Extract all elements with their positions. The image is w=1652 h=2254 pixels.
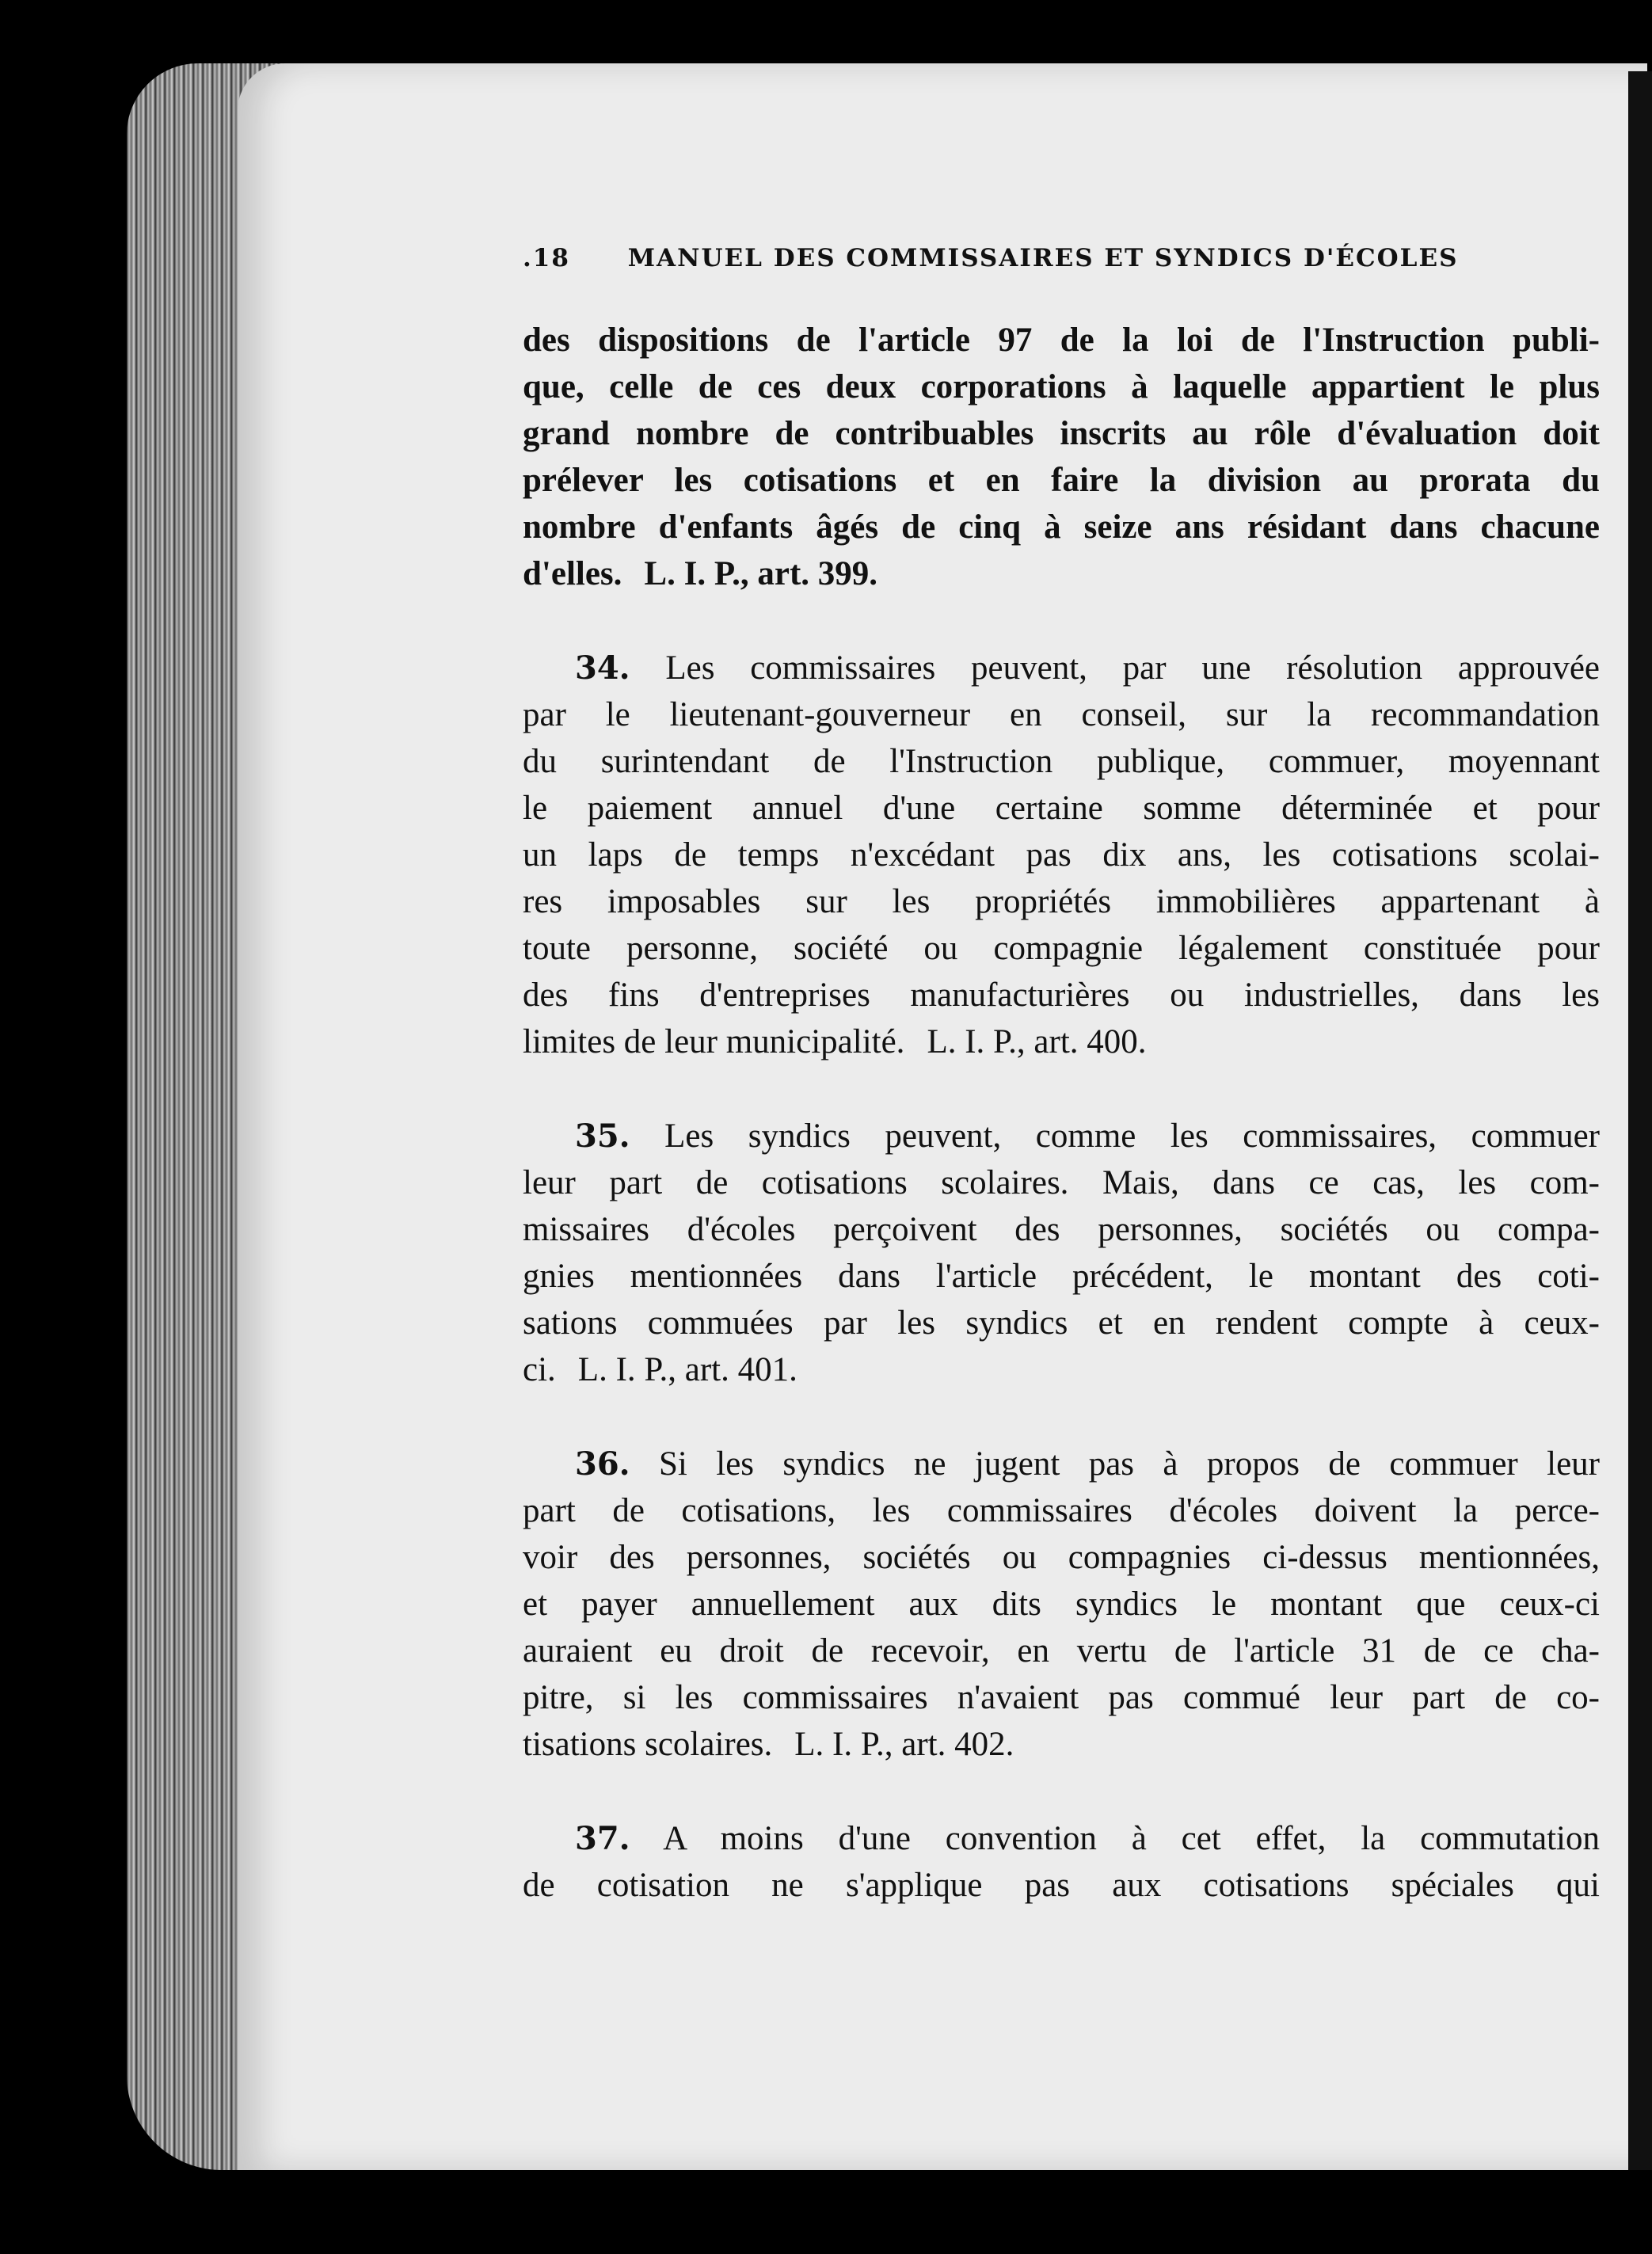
text-line: sations commuées par les syndics et en rendent compte à ceux- [523, 1304, 1600, 1342]
text-line-last [523, 1721, 1600, 1768]
article-34 [523, 645, 1600, 1065]
text-line: voir des personnes, sociétés ou compagnies ci-dessus mentionnées, [523, 1539, 1600, 1576]
text-line: par le lieutenant-gouverneur en conseil, sur la recommandation [523, 696, 1600, 733]
text-line-first [523, 645, 1600, 691]
running-head [523, 244, 1497, 272]
law-citation: L. I. P., art. 402. [794, 1726, 1014, 1763]
text-line: toute personne, société ou compagnie légalement constituée pour [523, 930, 1600, 967]
text-line-first [523, 1113, 1600, 1159]
text-line-last [523, 550, 1600, 597]
text-line: un laps de temps n'excédant pas dix ans, les cotisations scolai- [523, 836, 1600, 874]
text-fragment: Les syndics peuvent, comme les commissaires, commuer [664, 1117, 1600, 1155]
text-line: des fins d'entreprises manufacturières ou industrielles, dans les [523, 977, 1600, 1014]
text-line: nombre d'enfants âgés de cinq à seize ans résidant dans chacune [523, 508, 1600, 546]
text-fragment: ci. [523, 1351, 556, 1388]
text-line: pitre, si les commissaires n'avaient pas commué leur part de co- [523, 1679, 1600, 1716]
law-citation: L. I. P., art. 399. [644, 555, 878, 592]
text-line: du surintendant de l'Instruction publique, commuer, moyennant [523, 743, 1600, 780]
text-fragment: Si les syndics ne jugent pas à propos de commuer leur [659, 1445, 1600, 1483]
running-head-title: MANUEL DES COMMISSAIRES ET SYNDICS D'ÉCOLES [627, 244, 1459, 272]
text-fragment: d'elles. [523, 555, 622, 592]
article-number: 36. [575, 1445, 630, 1483]
text-line: des dispositions de l'article 97 de la loi de l'Instruction publi- [523, 322, 1600, 359]
body-text [523, 317, 1600, 1956]
text-fragment: tisations scolaires. [523, 1726, 773, 1763]
text-line: prélever les cotisations et en faire la division au prorata du [523, 462, 1600, 499]
article-35 [523, 1113, 1600, 1393]
text-line-last [523, 1346, 1600, 1393]
text-line-last [523, 1018, 1600, 1065]
paragraph-continued [523, 317, 1600, 597]
article-number: 37. [575, 1820, 630, 1857]
text-line: auraient eu droit de recevoir, en vertu de l'article 31 de ce cha- [523, 1632, 1600, 1670]
article-number: 35. [575, 1117, 630, 1155]
page-shadow-edge [1628, 71, 1652, 2170]
article-36 [523, 1441, 1600, 1768]
law-citation: L. I. P., art. 401. [577, 1351, 797, 1388]
text-fragment: Les commissaires peuvent, par une résolution approuvée [665, 649, 1601, 687]
article-number: 34. [575, 649, 630, 687]
text-line: le paiement annuel d'une certaine somme déterminée et pour [523, 790, 1600, 827]
article-37 [523, 1815, 1600, 1909]
text-line-first [523, 1441, 1600, 1487]
text-line: gnies mentionnées dans l'article précédent, le montant des coti- [523, 1258, 1600, 1295]
page-number: .18 [523, 244, 570, 272]
law-citation: L. I. P., art. 400. [927, 1023, 1147, 1060]
text-line: et payer annuellement aux dits syndics le montant que ceux-ci [523, 1586, 1600, 1623]
text-line: de cotisation ne s'applique pas aux cotisations spéciales qui [523, 1867, 1600, 1904]
text-fragment: A moins d'une convention à cet effet, la commutation [663, 1820, 1600, 1857]
text-fragment: limites de leur municipalité. [523, 1023, 905, 1060]
text-line: que, celle de ces deux corporations à laquelle appartient le plus [523, 368, 1600, 405]
text-line: missaires d'écoles perçoivent des personnes, sociétés ou compa- [523, 1211, 1600, 1248]
text-line-first [523, 1815, 1600, 1862]
text-line: res imposables sur les propriétés immobilières appartenant à [523, 883, 1600, 920]
text-line: part de cotisations, les commissaires d'écoles doivent la perce- [523, 1492, 1600, 1529]
text-line: leur part de cotisations scolaires. Mais, dans ce cas, les com- [523, 1164, 1600, 1201]
text-line: grand nombre de contribuables inscrits au rôle d'évaluation doit [523, 415, 1600, 452]
